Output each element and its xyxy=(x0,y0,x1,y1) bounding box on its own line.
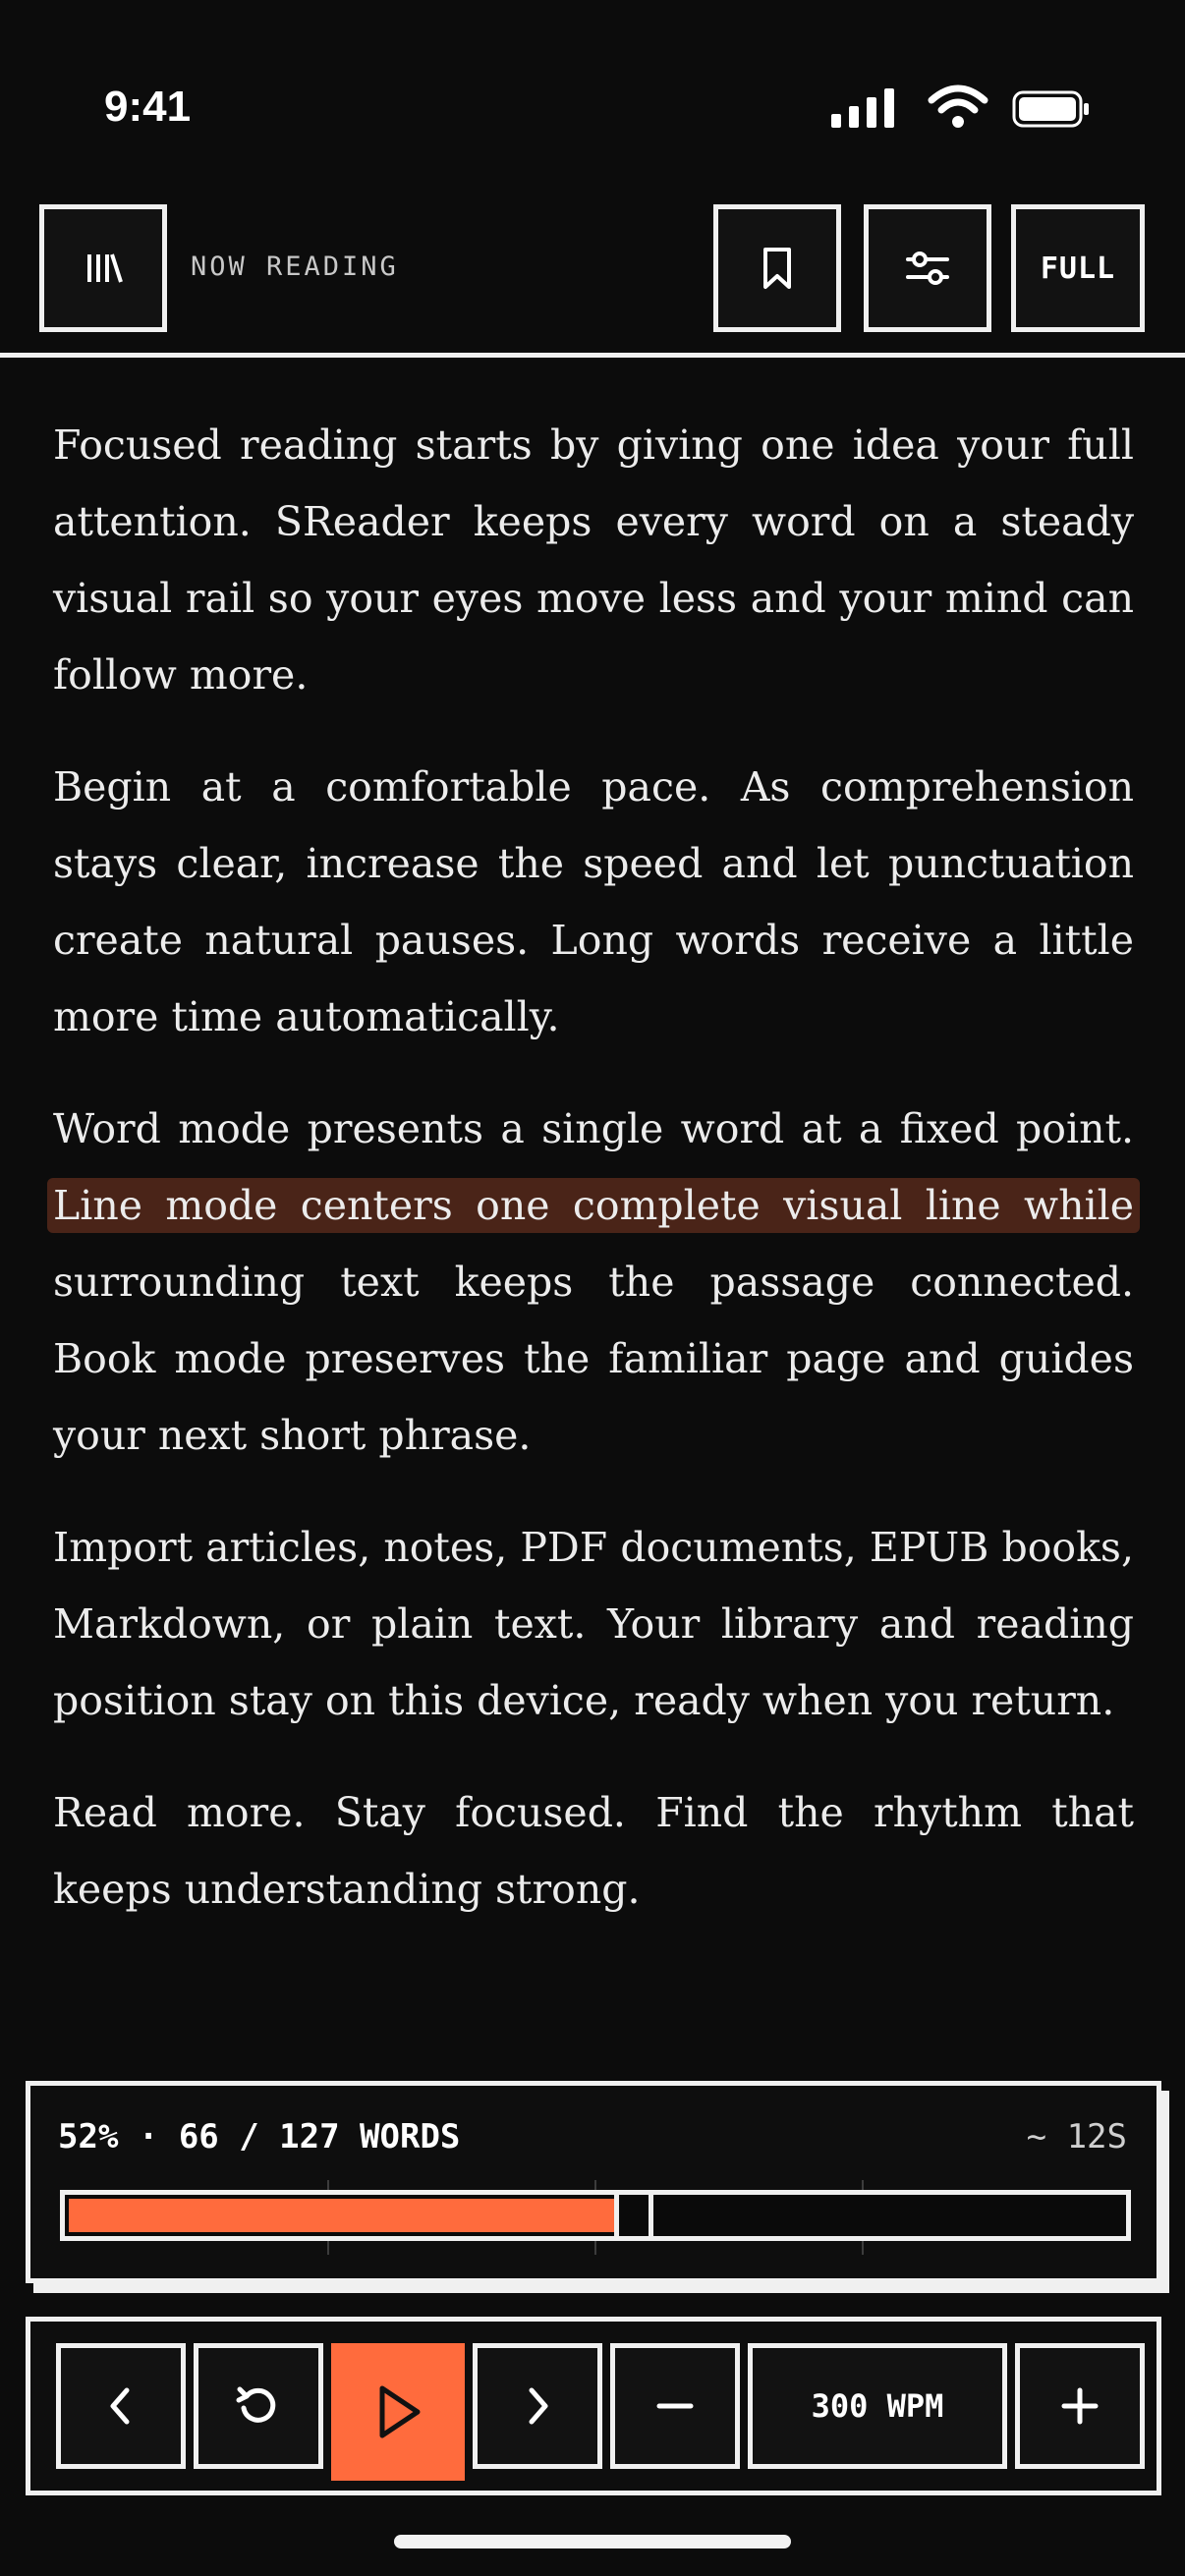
chevron-left-icon xyxy=(101,2384,141,2428)
full-mode-button[interactable]: FULL xyxy=(1011,204,1145,332)
bookmark-icon xyxy=(758,246,797,291)
progress-thumb[interactable] xyxy=(614,2190,653,2241)
progress-fill xyxy=(69,2199,616,2232)
sliders-icon xyxy=(904,246,951,291)
playback-controls xyxy=(26,2317,1161,2495)
status-bar xyxy=(0,0,1185,196)
progress-scrubber[interactable] xyxy=(60,2190,1131,2241)
paragraph-text: Word mode presents a single word at a fixed point. xyxy=(53,1105,1134,1152)
plus-icon xyxy=(1058,2384,1101,2428)
previous-button[interactable] xyxy=(56,2343,186,2469)
paragraph xyxy=(53,1091,1134,1474)
progress-panel xyxy=(26,2081,1161,2283)
status-time: 9:41 xyxy=(104,83,192,131)
reading-passage xyxy=(53,407,1134,1963)
toolbar-divider xyxy=(0,353,1185,358)
chevron-right-icon xyxy=(518,2384,557,2428)
minus-icon xyxy=(653,2384,697,2428)
increase-speed-button[interactable] xyxy=(1015,2343,1145,2469)
library-icon xyxy=(82,247,125,290)
paragraph: Read more. Stay focused. Find the rhythm that keeps understanding strong. xyxy=(53,1789,1134,1913)
play-icon xyxy=(370,2382,425,2441)
current-line-highlight[interactable]: Line mode centers one complete visual line while xyxy=(47,1178,1140,1233)
bookmark-button[interactable] xyxy=(713,204,841,332)
battery-icon xyxy=(1012,90,1091,128)
time-remaining: ~ 12S xyxy=(1026,2117,1127,2156)
restart-button[interactable] xyxy=(194,2343,323,2469)
next-button[interactable] xyxy=(473,2343,602,2469)
decrease-speed-button[interactable] xyxy=(610,2343,740,2469)
cellular-signal-icon xyxy=(831,88,894,128)
now-reading-label: NOW READING xyxy=(191,252,399,282)
reader-toolbar xyxy=(0,196,1185,358)
reading-settings-button[interactable] xyxy=(864,204,991,332)
restart-icon xyxy=(234,2381,283,2431)
paragraph-text: surrounding text keeps the passage connected. Book mode preserves the familiar page and guides your next short phrase. xyxy=(53,1259,1134,1459)
play-button[interactable] xyxy=(331,2343,465,2481)
wifi-icon xyxy=(928,84,988,130)
progress-summary: 52% · 66 / 127 WORDS xyxy=(58,2117,461,2156)
paragraph: Focused reading starts by giving one idea your full attention. SReader keeps every word on a steady visual rail so your eyes move less and your mind can follow more. xyxy=(53,421,1134,699)
library-button[interactable] xyxy=(39,204,167,332)
speed-value: 300 WPM xyxy=(811,2387,944,2425)
paragraph: Begin at a comfortable pace. As comprehension stays clear, increase the speed and let punctuation create natural pauses. Long words receive a little more time automatically. xyxy=(53,763,1134,1040)
speed-display xyxy=(748,2343,1007,2469)
paragraph: Import articles, notes, PDF documents, EPUB books, Markdown, or plain text. Your library and reading position stay on this device, ready when you return. xyxy=(53,1524,1134,1724)
home-indicator[interactable] xyxy=(394,2535,791,2548)
